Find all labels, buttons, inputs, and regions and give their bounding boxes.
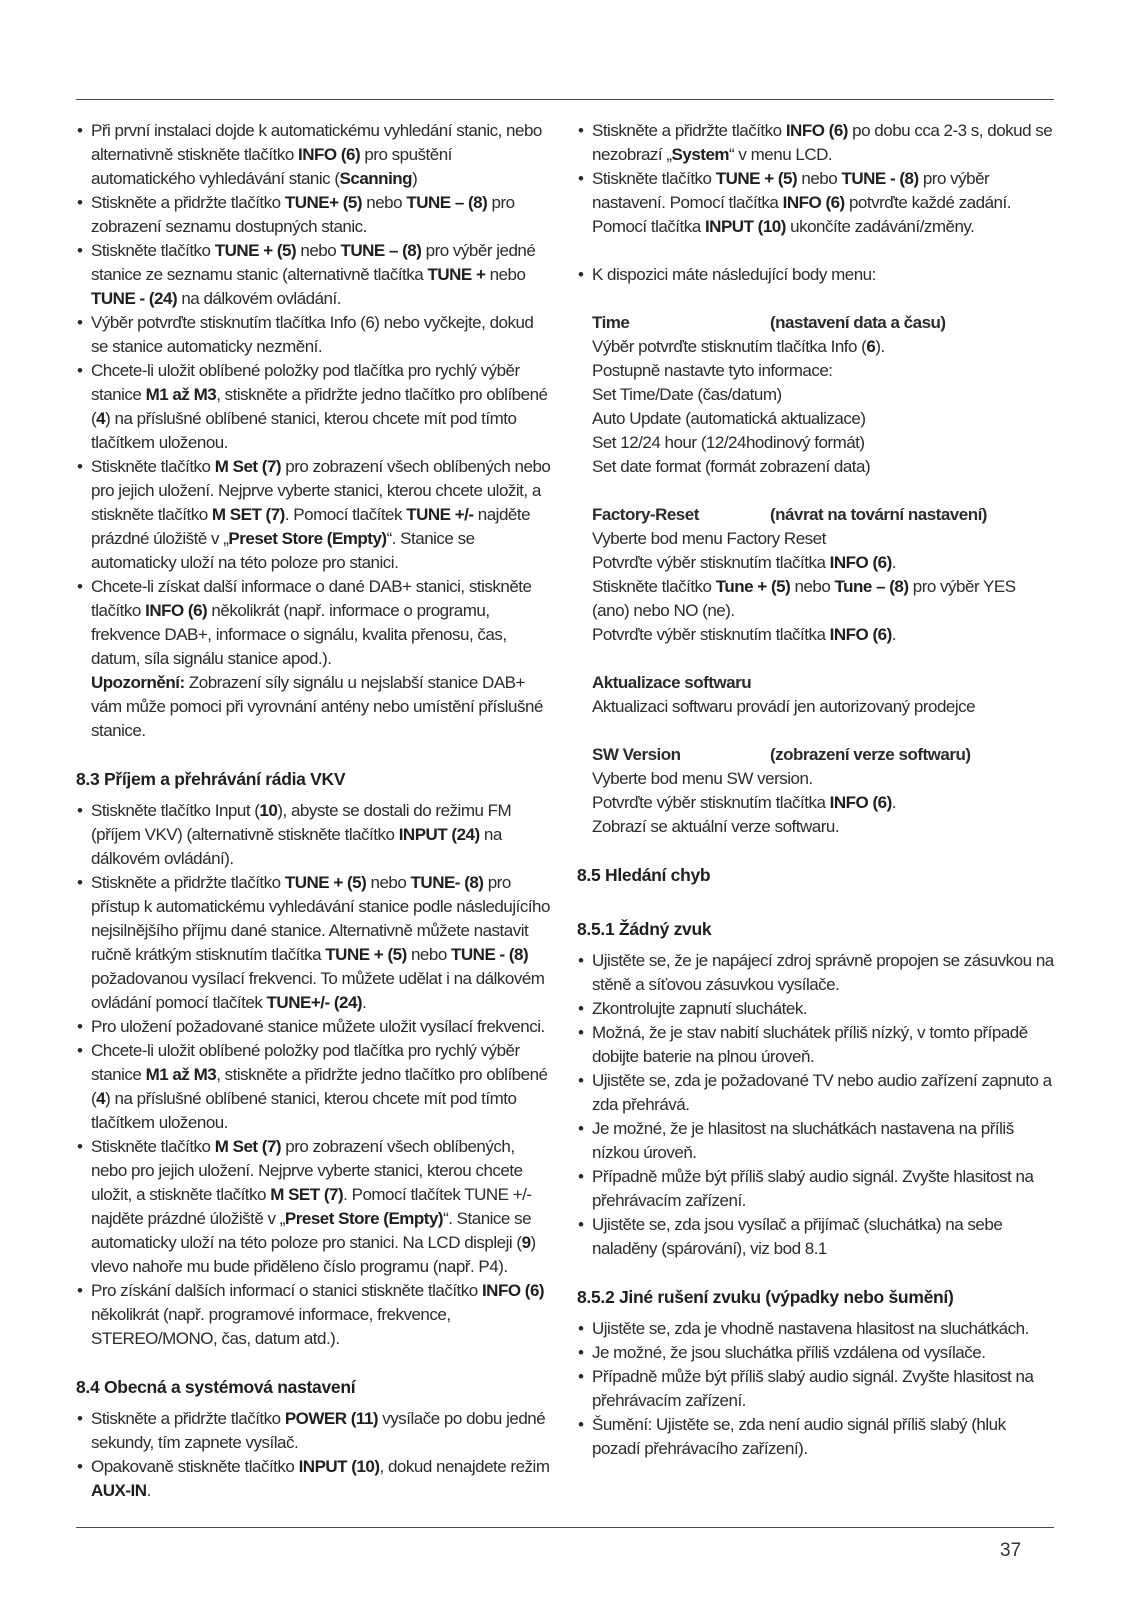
- list-item: • Možná, že je stav nabití sluchátek příliš nízký, v tomto případě dobijte baterie na plnou úroveň.: [577, 1021, 1055, 1069]
- warning-note: Upozornění: Zobrazení síly signálu u nejslabší stanice DAB+ vám může pomoci při vyrovnání antény nebo umístění příslušné stanice.: [91, 673, 543, 740]
- left-column: [76, 119, 554, 1503]
- factory-line: Potvrďte výběr stisknutím tlačítka INFO (6).: [592, 553, 896, 572]
- menu-intro-list: [577, 263, 1055, 287]
- list-item: • Případně může být příliš slabý audio signál. Zvyšte hlasitost na přehrávacím zařízení.: [577, 1365, 1055, 1413]
- list-item: • Pro získání dalších informací o stanici stiskněte tlačítko INFO (6) několikrát (např. programové informace, frekvence, STEREO/MONO, čas, datum atd.).: [76, 1279, 554, 1351]
- list-item: • Stiskněte tlačítko M Set (7) pro zobrazení všech oblíbených, nebo pro jejich uložení. Nejprve vyberte stanici, kterou chcete uložit, a stiskněte tlačítko M SET (7). Pomocí tlačítek TUNE +/- najděte prázdné úložiště v „Preset Store (Empty)“. Stanice se automaticky uloží na této poloze pro stanici. Na LCD displeji (9) vlevo nahoře mu bude přiděleno číslo programu (např. P4).: [76, 1135, 554, 1279]
- list-item: • Zkontrolujte zapnutí sluchátek.: [577, 997, 1055, 1021]
- section-8-4-heading: 8.4 Obecná a systémová nastavení: [76, 1377, 356, 1397]
- list-item: • K dispozici máte následující body menu:: [577, 263, 1055, 287]
- factory-line: Stiskněte tlačítko Tune + (5) nebo Tune – (8) pro výběr YES (ano) nebo NO (ne).: [592, 577, 1016, 620]
- list-item: • Stiskněte tlačítko Input (10), abyste se dostali do režimu FM (příjem VKV) (alternativně stiskněte tlačítko INPUT (24) na dálkovém ovládání).: [76, 799, 554, 871]
- list-item: • Opakovaně stiskněte tlačítko INPUT (10), dokud nenajdete režim AUX-IN.: [76, 1455, 554, 1503]
- sw-version-key: SW Version: [592, 745, 681, 764]
- list-item: • Stiskněte a přidržte tlačítko TUNE+ (5) nebo TUNE – (8) pro zobrazení seznamu dostupných stanic.: [76, 191, 554, 239]
- factory-key: Factory-Reset: [592, 505, 699, 524]
- dab-bullet-list: [76, 119, 554, 671]
- list-item: • Pro uložení požadované stanice můžete uložit vysílací frekvenci.: [76, 1015, 554, 1039]
- time-line: Výběr potvrďte stisknutím tlačítka Info (6).: [592, 337, 885, 356]
- list-item: • Je možné, že je hlasitost na sluchátkách nastavena na příliš nízkou úroveň.: [577, 1117, 1055, 1165]
- time-line: Auto Update (automatická aktualizace): [592, 409, 866, 428]
- section-8-5-1-heading: 8.5.1 Žádný zvuk: [577, 919, 712, 939]
- sound-interference-list: [577, 1317, 1055, 1461]
- factory-reset-block: [577, 503, 1055, 647]
- list-item: • Stiskněte tlačítko TUNE + (5) nebo TUNE - (8) pro výběr nastavení. Pomocí tlačítka INFO (6) potvrďte každé zadání. Pomocí tlačítka INPUT (10) ukončíte zadávání/změny.: [577, 167, 1055, 239]
- system-bullet-list: [577, 119, 1055, 239]
- time-key: Time: [592, 313, 630, 332]
- time-line: Postupně nastavte tyto informace:: [592, 361, 833, 380]
- factory-line: Vyberte bod menu Factory Reset: [592, 529, 826, 548]
- page-number: 37: [1000, 1540, 1022, 1561]
- time-line: Set date format (formát zobrazení data): [592, 457, 871, 476]
- sw-version-line: Zobrazí se aktuální verze softwaru.: [592, 817, 840, 836]
- list-item: • Při první instalaci dojde k automatickému vyhledání stanic, nebo alternativně stiskněte tlačítko INFO (6) pro spuštění automatického vyhledávání stanic (Scanning): [76, 119, 554, 191]
- list-item: • Stiskněte tlačítko M Set (7) pro zobrazení všech oblíbených nebo pro jejich uložení. Nejprve vyberte stanici, kterou chcete uložit, a stiskněte tlačítko M SET (7). Pomocí tlačítek TUNE +/- najděte prázdné úložiště v „Preset Store (Empty)“. Stanice se automaticky uloží na této poloze pro stanici.: [76, 455, 554, 575]
- time-line: Set 12/24 hour (12/24hodinový formát): [592, 433, 865, 452]
- software-update-title: Aktualizace softwaru: [592, 673, 752, 692]
- section-8-5-2-heading: 8.5.2 Jiné rušení zvuku (výpadky nebo šumění): [577, 1287, 954, 1307]
- list-item: • Ujistěte se, zda je vhodně nastavena hlasitost na sluchátkách.: [577, 1317, 1055, 1341]
- list-item: • Stiskněte tlačítko TUNE + (5) nebo TUNE – (8) pro výběr jedné stanice ze seznamu stanic (alternativně tlačítka TUNE + nebo TUNE - (24) na dálkovém ovládání.: [76, 239, 554, 311]
- time-label: (nastavení data a času): [770, 313, 946, 332]
- bottom-rule: [76, 1527, 1054, 1528]
- sw-version-block: [577, 743, 1055, 839]
- list-item: • Ujistěte se, že je napájecí zdroj správně propojen se zásuvkou na stěně a síťovou zásuvkou vysílače.: [577, 949, 1055, 997]
- right-column: [577, 119, 1055, 1461]
- list-item: • Je možné, že jsou sluchátka příliš vzdálena od vysílače.: [577, 1341, 1055, 1365]
- list-item: • Případně může být příliš slabý audio signál. Zvyšte hlasitost na přehrávacím zařízení.: [577, 1165, 1055, 1213]
- list-item: • Chcete-li uložit oblíbené položky pod tlačítka pro rychlý výběr stanice M1 až M3, stiskněte a přidržte jedno tlačítko pro oblíbené (4) na příslušné oblíbené stanici, kterou chcete mít pod tímto tlačítkem uloženou.: [76, 1039, 554, 1135]
- list-item: • Stiskněte a přidržte tlačítko POWER (11) vysílače po dobu jedné sekundy, tím zapnete vysílač.: [76, 1407, 554, 1455]
- general-settings-list: [76, 1407, 554, 1503]
- list-item: • Výběr potvrďte stisknutím tlačítka Info (6) nebo vyčkejte, dokud se stanice automaticky nezmění.: [76, 311, 554, 359]
- sw-version-label: (zobrazení verze softwaru): [770, 745, 971, 764]
- software-update-line: Aktualizaci softwaru provádí jen autorizovaný prodejce: [592, 697, 976, 716]
- sw-version-line: Vyberte bod menu SW version.: [592, 769, 813, 788]
- time-line: Set Time/Date (čas/datum): [592, 385, 782, 404]
- top-rule: [76, 99, 1054, 100]
- time-block: [577, 311, 1055, 479]
- factory-line: Potvrďte výběr stisknutím tlačítka INFO (6).: [592, 625, 896, 644]
- list-item: • Ujistěte se, zda jsou vysílač a přijímač (sluchátka) na sebe naladěny (spárování), viz bod 8.1: [577, 1213, 1055, 1261]
- sw-version-line: Potvrďte výběr stisknutím tlačítka INFO (6).: [592, 793, 896, 812]
- software-update-block: [577, 671, 1055, 719]
- section-8-3-heading: 8.3 Příjem a přehrávání rádia VKV: [76, 769, 346, 789]
- no-sound-list: [577, 949, 1055, 1261]
- factory-label: (návrat na tovární nastavení): [770, 505, 987, 524]
- list-item: • Ujistěte se, zda je požadované TV nebo audio zařízení zapnuto a zda přehrává.: [577, 1069, 1055, 1117]
- section-8-5-heading: 8.5 Hledání chyb: [577, 865, 711, 885]
- list-item: • Stiskněte a přidržte tlačítko TUNE + (5) nebo TUNE- (8) pro přístup k automatickému vyhledávání stanice podle následujícího nejsilnějšího příjmu dané stanice. Alternativně můžete nastavit ručně krátkým stisknutím tlačítka TUNE + (5) nebo TUNE - (8) požadovanou vysílací frekvenci. To můžete udělat i na dálkovém ovládání pomocí tlačítek TUNE+/- (24).: [76, 871, 554, 1015]
- fm-bullet-list: [76, 799, 554, 1351]
- list-item: • Chcete-li získat další informace o dané DAB+ stanici, stiskněte tlačítko INFO (6) několikrát (např. informace o programu, frekvence DAB+, informace o signálu, kvalita přenosu, čas, datum, síla signálu stanice apod.).: [76, 575, 554, 671]
- list-item: • Stiskněte a přidržte tlačítko INFO (6) po dobu cca 2-3 s, dokud se nezobrazí „System“ v menu LCD.: [577, 119, 1055, 167]
- list-item: • Šumění: Ujistěte se, zda není audio signál příliš slabý (hluk pozadí přehrávacího zařízení).: [577, 1413, 1055, 1461]
- list-item: • Chcete-li uložit oblíbené položky pod tlačítka pro rychlý výběr stanice M1 až M3, stiskněte a přidržte jedno tlačítko pro oblíbené (4) na příslušné oblíbené stanici, kterou chcete mít pod tímto tlačítkem uloženou.: [76, 359, 554, 455]
